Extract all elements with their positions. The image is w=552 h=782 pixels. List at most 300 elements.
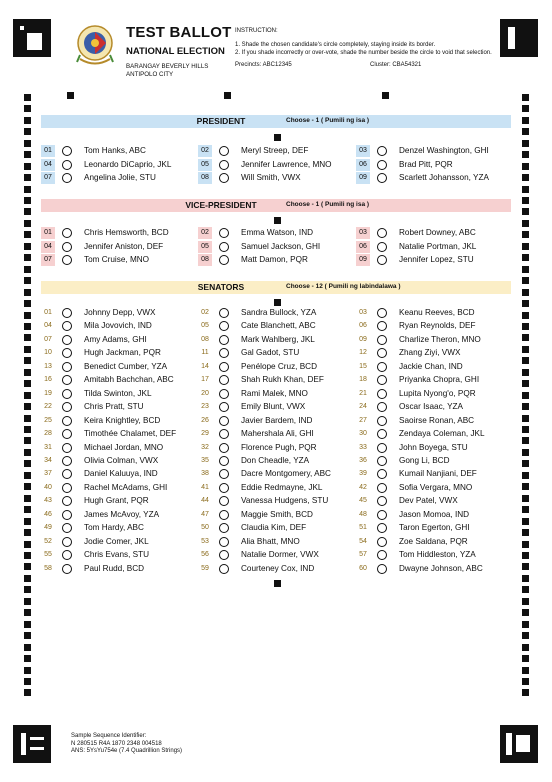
timing-mark	[24, 243, 31, 250]
candidate-option[interactable]	[356, 455, 506, 468]
candidate-option[interactable]	[198, 495, 348, 508]
vote-oval[interactable]	[219, 362, 229, 372]
vote-oval[interactable]	[62, 429, 72, 439]
corner-mark-bottom-right	[500, 725, 538, 763]
candidate-number[interactable]: 56	[201, 551, 209, 559]
vote-oval[interactable]	[219, 335, 229, 345]
candidate-option[interactable]	[41, 509, 191, 522]
timing-mark	[522, 334, 529, 341]
vote-oval[interactable]	[377, 321, 387, 331]
candidate-number[interactable]: 38	[201, 470, 209, 478]
candidate-number[interactable]: 37	[44, 470, 52, 478]
candidate-option[interactable]	[356, 522, 506, 535]
precincts-label: Precincts: ABC12345	[235, 62, 292, 68]
candidate-option[interactable]	[198, 254, 348, 267]
timing-mark	[24, 231, 31, 238]
candidate-option[interactable]	[356, 563, 506, 576]
candidate-option[interactable]	[198, 509, 348, 522]
candidate-number[interactable]: 15	[359, 362, 367, 370]
candidate-number[interactable]: 45	[359, 497, 367, 505]
vote-oval[interactable]	[219, 469, 229, 479]
vote-oval[interactable]	[62, 469, 72, 479]
vote-oval[interactable]	[219, 228, 229, 238]
ballot-title: TEST BALLOT	[126, 24, 232, 41]
vote-oval[interactable]	[62, 375, 72, 385]
timing-mark	[24, 174, 31, 181]
candidate-number[interactable]: 07	[44, 335, 52, 343]
candidate-option[interactable]	[356, 145, 506, 158]
candidate-number[interactable]: 54	[359, 537, 367, 545]
candidate-name: Zoe Saldana, PQR	[399, 536, 468, 546]
senators-choose: Choose - 12 ( Pumili ng labindalawa )	[286, 283, 401, 290]
candidate-number[interactable]: 41	[201, 483, 209, 491]
candidate-number[interactable]: 51	[359, 524, 367, 532]
candidate-option[interactable]	[41, 415, 191, 428]
candidate-option[interactable]	[198, 482, 348, 495]
candidate-option[interactable]	[41, 388, 191, 401]
candidate-number[interactable]: 39	[359, 470, 367, 478]
vote-oval[interactable]	[377, 537, 387, 547]
candidate-option[interactable]	[198, 442, 348, 455]
candidate-option[interactable]	[356, 334, 506, 347]
candidate-option[interactable]	[41, 254, 191, 267]
vote-oval[interactable]	[219, 389, 229, 399]
candidate-number[interactable]: 06	[356, 241, 370, 253]
vote-oval[interactable]	[62, 456, 72, 466]
timing-mark	[522, 472, 529, 479]
candidate-number[interactable]: 26	[201, 416, 209, 424]
vote-oval[interactable]	[62, 443, 72, 453]
candidate-number[interactable]: 18	[359, 376, 367, 384]
vote-oval[interactable]	[62, 510, 72, 520]
vote-oval[interactable]	[377, 429, 387, 439]
vote-oval[interactable]	[377, 362, 387, 372]
candidate-option[interactable]	[356, 172, 506, 185]
candidate-number[interactable]: 07	[41, 254, 55, 266]
candidate-name: Angelina Jolie, STU	[84, 173, 156, 182]
candidate-option[interactable]	[198, 241, 348, 254]
candidate-option[interactable]	[198, 361, 348, 374]
candidate-option[interactable]	[356, 495, 506, 508]
vote-oval[interactable]	[377, 523, 387, 533]
candidate-name: Mahershala Ali, GHI	[241, 429, 314, 439]
candidate-option[interactable]	[356, 374, 506, 387]
candidate-number[interactable]: 16	[44, 376, 52, 384]
timing-mark	[24, 151, 31, 158]
candidate-number[interactable]: 10	[44, 349, 52, 357]
candidate-number[interactable]: 50	[201, 524, 209, 532]
candidate-number[interactable]: 14	[201, 362, 209, 370]
timing-mark	[522, 346, 529, 353]
candidate-option[interactable]	[41, 320, 191, 333]
timing-mark	[522, 231, 529, 238]
candidate-option[interactable]	[198, 307, 348, 320]
candidate-number[interactable]: 02	[198, 145, 212, 157]
candidate-number[interactable]: 06	[356, 159, 370, 171]
vote-oval[interactable]	[219, 537, 229, 547]
candidate-option[interactable]	[41, 145, 191, 158]
candidate-option[interactable]	[198, 563, 348, 576]
vote-oval[interactable]	[219, 429, 229, 439]
candidate-number[interactable]: 17	[201, 376, 209, 384]
candidate-number[interactable]: 01	[41, 145, 55, 157]
candidate-number[interactable]: 58	[44, 564, 52, 572]
candidate-name: Courteney Cox, IND	[241, 563, 315, 573]
vote-oval[interactable]	[377, 443, 387, 453]
candidate-number[interactable]: 57	[359, 551, 367, 559]
vote-oval[interactable]	[377, 242, 387, 252]
candidate-number[interactable]: 03	[359, 309, 367, 316]
vote-oval[interactable]	[62, 308, 72, 318]
timing-mark	[24, 621, 31, 628]
timing-mark	[522, 266, 529, 273]
candidate-number[interactable]: 08	[198, 172, 212, 184]
vote-oval[interactable]	[62, 496, 72, 506]
candidate-name: Cate Blanchett, ABC	[241, 321, 316, 331]
timing-mark	[522, 174, 529, 181]
vote-oval[interactable]	[62, 173, 72, 183]
candidate-option[interactable]	[198, 172, 348, 185]
vote-oval[interactable]	[377, 146, 387, 156]
candidate-number[interactable]: 22	[44, 403, 52, 411]
candidate-option[interactable]	[198, 415, 348, 428]
candidate-number[interactable]: 46	[44, 510, 52, 518]
vote-oval[interactable]	[62, 242, 72, 252]
vote-oval[interactable]	[219, 308, 229, 318]
candidate-name: Javier Bardem, IND	[241, 415, 313, 425]
corner-mark-top-right	[500, 19, 538, 57]
vote-oval[interactable]	[219, 550, 229, 560]
candidate-number[interactable]: 30	[359, 430, 367, 438]
candidate-option[interactable]	[41, 468, 191, 481]
candidate-name: Dwayne Johnson, ABC	[399, 563, 483, 573]
vote-oval[interactable]	[219, 523, 229, 533]
candidate-number[interactable]: 47	[201, 510, 209, 518]
candidate-number[interactable]: 08	[201, 335, 209, 343]
candidate-number[interactable]: 01	[41, 227, 55, 239]
candidate-number[interactable]: 43	[44, 497, 52, 505]
candidate-number[interactable]: 59	[201, 564, 209, 572]
vote-oval[interactable]	[219, 456, 229, 466]
timing-mark	[24, 289, 31, 296]
candidate-number[interactable]: 25	[44, 416, 52, 424]
vote-oval[interactable]	[62, 255, 72, 265]
candidate-option[interactable]	[41, 172, 191, 185]
candidate-option[interactable]	[356, 307, 506, 320]
timing-mark	[24, 575, 31, 582]
vote-oval[interactable]	[377, 416, 387, 426]
candidate-option[interactable]	[198, 401, 348, 414]
sequence-identifier	[71, 733, 182, 756]
candidate-option[interactable]	[356, 320, 506, 333]
candidate-option[interactable]	[41, 307, 191, 320]
candidate-number[interactable]: 36	[359, 456, 367, 464]
vote-oval[interactable]	[219, 348, 229, 358]
candidate-option[interactable]	[356, 241, 506, 254]
candidate-number[interactable]: 29	[201, 430, 209, 438]
vote-oval[interactable]	[62, 537, 72, 547]
candidate-number[interactable]: 04	[41, 159, 55, 171]
candidate-option[interactable]	[41, 401, 191, 414]
vote-oval[interactable]	[62, 389, 72, 399]
candidate-number[interactable]: 21	[359, 389, 367, 397]
candidate-option[interactable]	[41, 374, 191, 387]
timing-mark	[24, 586, 31, 593]
candidate-option[interactable]	[356, 347, 506, 360]
candidate-option[interactable]	[41, 536, 191, 549]
candidate-option[interactable]	[41, 495, 191, 508]
candidate-number[interactable]: 04	[44, 322, 52, 330]
timing-mark	[522, 403, 529, 410]
vote-oval[interactable]	[62, 160, 72, 170]
candidate-option[interactable]	[41, 522, 191, 535]
timing-mark	[522, 598, 529, 605]
candidate-number[interactable]: 08	[198, 254, 212, 266]
vote-oval[interactable]	[219, 321, 229, 331]
candidate-option[interactable]	[356, 227, 506, 240]
candidate-number[interactable]: 24	[359, 403, 367, 411]
timing-mark	[24, 689, 31, 696]
vote-oval[interactable]	[377, 483, 387, 493]
vote-oval[interactable]	[219, 375, 229, 385]
candidate-number[interactable]: 01	[44, 309, 52, 316]
candidate-name: Eddie Redmayne, JKL	[241, 482, 323, 492]
candidate-name: Olivia Colman, VWX	[84, 455, 159, 465]
vote-oval[interactable]	[377, 375, 387, 385]
vote-oval[interactable]	[219, 443, 229, 453]
vote-oval[interactable]	[219, 255, 229, 265]
vote-oval[interactable]	[219, 564, 229, 574]
candidate-option[interactable]	[41, 241, 191, 254]
vote-oval[interactable]	[377, 308, 387, 318]
vote-oval[interactable]	[377, 335, 387, 345]
vote-oval[interactable]	[219, 146, 229, 156]
candidate-number[interactable]: 27	[359, 416, 367, 424]
vote-oval[interactable]	[377, 255, 387, 265]
candidate-number[interactable]: 33	[359, 443, 367, 451]
vote-oval[interactable]	[62, 362, 72, 372]
timing-mark	[24, 266, 31, 273]
candidate-name: Tilda Swinton, JKL	[84, 388, 152, 398]
vote-oval[interactable]	[377, 389, 387, 399]
vote-oval[interactable]	[377, 469, 387, 479]
candidate-number[interactable]: 05	[198, 159, 212, 171]
vote-oval[interactable]	[219, 402, 229, 412]
candidate-number[interactable]: 04	[41, 241, 55, 253]
vote-oval[interactable]	[62, 335, 72, 345]
timing-mark	[24, 105, 31, 112]
candidate-option[interactable]	[198, 159, 348, 172]
candidate-option[interactable]	[356, 468, 506, 481]
timing-mark	[522, 117, 529, 124]
president-label: PRESIDENT	[196, 116, 246, 126]
candidate-number[interactable]: 49	[44, 524, 52, 532]
timing-mark	[522, 254, 529, 261]
vote-oval[interactable]	[377, 496, 387, 506]
timing-mark	[24, 655, 31, 662]
candidate-option[interactable]	[198, 374, 348, 387]
vote-oval[interactable]	[377, 402, 387, 412]
cluster-label: Cluster: CBA54321	[370, 62, 422, 68]
candidate-name: Tom Hardy, ABC	[84, 523, 144, 533]
candidate-option[interactable]	[198, 227, 348, 240]
candidate-name: Gong Li, BCD	[399, 455, 450, 465]
timing-mark	[24, 334, 31, 341]
candidate-number[interactable]: 34	[44, 456, 52, 464]
candidate-number[interactable]: 44	[201, 497, 209, 505]
candidate-number[interactable]: 19	[44, 389, 52, 397]
vote-oval[interactable]	[62, 402, 72, 412]
candidate-option[interactable]	[356, 415, 506, 428]
candidate-number[interactable]: 32	[201, 443, 209, 451]
candidate-option[interactable]	[356, 536, 506, 549]
candidate-number[interactable]: 09	[356, 172, 370, 184]
vote-oval[interactable]	[377, 228, 387, 238]
candidate-option[interactable]	[198, 145, 348, 158]
candidate-name: Denzel Washington, GHI	[399, 146, 489, 155]
timing-mark	[24, 392, 31, 399]
vote-oval[interactable]	[219, 173, 229, 183]
candidate-option[interactable]	[198, 468, 348, 481]
vote-oval[interactable]	[62, 523, 72, 533]
candidate-option[interactable]	[198, 320, 348, 333]
candidate-option[interactable]	[198, 522, 348, 535]
vote-oval[interactable]	[219, 160, 229, 170]
vote-oval[interactable]	[62, 483, 72, 493]
candidate-number[interactable]: 35	[201, 456, 209, 464]
candidate-option[interactable]	[356, 388, 506, 401]
candidate-option[interactable]	[41, 428, 191, 441]
candidate-number[interactable]: 40	[44, 483, 52, 491]
candidate-number[interactable]: 12	[359, 349, 367, 357]
candidate-number[interactable]: 23	[201, 403, 209, 411]
vote-oval[interactable]	[377, 510, 387, 520]
timing-mark	[522, 380, 529, 387]
candidate-name: Florence Pugh, PQR	[241, 442, 317, 452]
vote-oval[interactable]	[62, 564, 72, 574]
candidate-option[interactable]	[41, 347, 191, 360]
candidate-number[interactable]: 03	[356, 145, 370, 157]
vote-oval[interactable]	[62, 228, 72, 238]
candidate-name: Claudia Kim, DEF	[241, 523, 307, 533]
candidate-option[interactable]	[356, 254, 506, 267]
candidate-option[interactable]	[356, 428, 506, 441]
candidate-option[interactable]	[198, 334, 348, 347]
vote-oval[interactable]	[377, 160, 387, 170]
timing-mark	[24, 449, 31, 456]
candidate-number[interactable]: 60	[359, 564, 367, 572]
timing-mark	[522, 667, 529, 674]
candidate-option[interactable]	[356, 509, 506, 522]
candidate-number[interactable]: 52	[44, 537, 52, 545]
candidate-number[interactable]: 06	[359, 322, 367, 330]
vote-oval[interactable]	[219, 483, 229, 493]
candidate-option[interactable]	[41, 159, 191, 172]
candidate-number[interactable]: 11	[201, 349, 209, 357]
vote-oval[interactable]	[377, 348, 387, 358]
candidate-option[interactable]	[41, 482, 191, 495]
timing-mark	[522, 312, 529, 319]
candidate-option[interactable]	[41, 442, 191, 455]
candidate-option[interactable]	[198, 388, 348, 401]
candidate-number[interactable]: 07	[41, 172, 55, 184]
timing-mark	[522, 426, 529, 433]
timing-mark	[24, 346, 31, 353]
candidate-number[interactable]: 28	[44, 430, 52, 438]
candidate-option[interactable]	[198, 428, 348, 441]
candidate-option[interactable]	[41, 334, 191, 347]
timing-mark	[522, 186, 529, 193]
vote-oval[interactable]	[62, 321, 72, 331]
candidate-option[interactable]	[41, 563, 191, 576]
vote-oval[interactable]	[219, 242, 229, 252]
candidate-number[interactable]: 09	[356, 254, 370, 266]
candidate-number[interactable]: 42	[359, 483, 367, 491]
timing-mark	[522, 644, 529, 651]
vote-oval[interactable]	[219, 496, 229, 506]
candidate-option[interactable]	[356, 361, 506, 374]
candidate-option[interactable]	[198, 347, 348, 360]
vote-oval[interactable]	[62, 146, 72, 156]
candidate-number[interactable]: 20	[201, 389, 209, 397]
candidate-number[interactable]: 48	[359, 510, 367, 518]
candidate-number[interactable]: 03	[356, 227, 370, 239]
vote-oval[interactable]	[62, 416, 72, 426]
vote-oval[interactable]	[377, 550, 387, 560]
candidate-name: Priyanka Chopra, GHI	[399, 375, 480, 385]
candidate-number[interactable]: 05	[201, 322, 209, 330]
vote-oval[interactable]	[219, 510, 229, 520]
candidate-option[interactable]	[198, 549, 348, 562]
vote-oval[interactable]	[62, 550, 72, 560]
candidate-option[interactable]	[41, 361, 191, 374]
candidate-number[interactable]: 13	[44, 362, 52, 370]
timing-mark	[24, 472, 31, 479]
vote-oval[interactable]	[62, 348, 72, 358]
candidate-option[interactable]	[198, 455, 348, 468]
candidate-name: Emily Blunt, VWX	[241, 402, 306, 412]
timing-mark	[24, 644, 31, 651]
candidate-number[interactable]: 55	[44, 551, 52, 559]
candidate-number[interactable]: 02	[198, 227, 212, 239]
vote-oval[interactable]	[377, 173, 387, 183]
candidate-option[interactable]	[41, 455, 191, 468]
timing-mark	[24, 94, 31, 101]
candidate-option[interactable]	[356, 549, 506, 562]
candidate-option[interactable]	[356, 442, 506, 455]
vote-oval[interactable]	[377, 456, 387, 466]
candidate-number[interactable]: 53	[201, 537, 209, 545]
candidate-option[interactable]	[356, 482, 506, 495]
candidate-option[interactable]	[356, 401, 506, 414]
timing-mark	[24, 369, 31, 376]
candidate-number[interactable]: 31	[44, 443, 52, 451]
candidate-option[interactable]	[41, 549, 191, 562]
candidate-name: Mark Wahlberg, JKL	[241, 334, 315, 344]
sequence-line-2: N 280515 R4A 1870 2348 004518	[71, 740, 162, 747]
candidate-name: Tom Cruise, MNO	[84, 255, 150, 264]
candidate-number[interactable]: 02	[201, 309, 209, 316]
candidate-number[interactable]: 05	[198, 241, 212, 253]
vote-oval[interactable]	[377, 564, 387, 574]
candidate-option[interactable]	[356, 159, 506, 172]
candidate-name: Rachel McAdams, GHI	[84, 482, 168, 492]
vote-oval[interactable]	[219, 416, 229, 426]
candidate-name: Jennifer Lopez, STU	[399, 255, 474, 264]
candidate-option[interactable]	[198, 536, 348, 549]
candidate-number[interactable]: 09	[359, 335, 367, 343]
candidate-option[interactable]	[41, 227, 191, 240]
